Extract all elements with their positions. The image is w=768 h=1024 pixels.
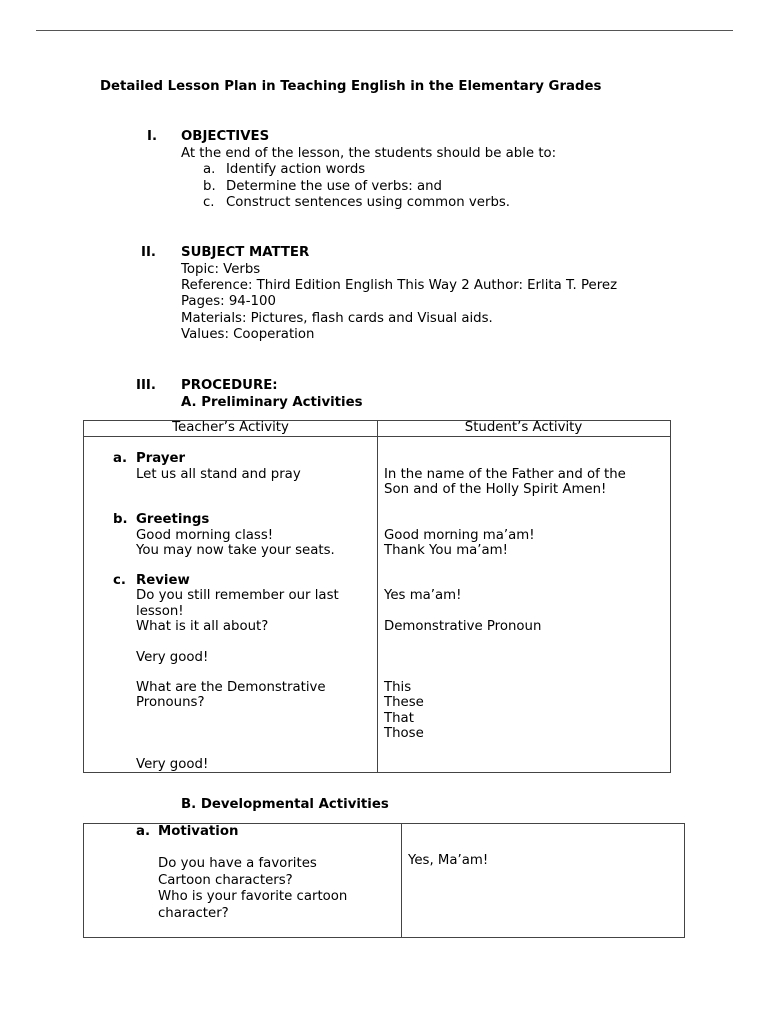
column-divider xyxy=(377,421,378,772)
motivation-teacher-text: Who is your favorite cartoon xyxy=(158,889,348,904)
review-student-text: Yes ma’am! xyxy=(384,588,462,603)
review-teacher-text: lesson! xyxy=(136,604,184,619)
procedure-numeral: III. xyxy=(136,378,156,393)
prayer-student-text: Son and of the Holly Spirit Amen! xyxy=(384,482,607,497)
greetings-teacher-text: You may now take your seats. xyxy=(136,543,335,558)
subject-values: Values: Cooperation xyxy=(181,327,315,342)
procedure-heading: PROCEDURE: xyxy=(181,378,278,393)
document-title: Detailed Lesson Plan in Teaching English in the Elementary Grades xyxy=(100,79,602,94)
review-student-text: These xyxy=(384,695,424,710)
review-teacher-text: Very good! xyxy=(136,650,209,665)
objectives-heading: OBJECTIVES xyxy=(181,129,270,144)
objective-item: Construct sentences using common verbs. xyxy=(226,195,511,210)
motivation-student-text: Yes, Ma’am! xyxy=(408,853,489,868)
objectives-numeral: I. xyxy=(147,129,157,144)
review-teacher-text: Do you still remember our last xyxy=(136,588,339,603)
review-teacher-text: What is it all about? xyxy=(136,619,269,634)
review-student-text: That xyxy=(384,711,414,726)
motivation-teacher-text: Cartoon characters? xyxy=(158,873,293,888)
header-divider xyxy=(84,436,670,437)
review-teacher-text: What are the Demonstrative xyxy=(136,680,326,695)
preliminary-activities-heading: A. Preliminary Activities xyxy=(181,395,363,410)
teacher-activity-header: Teacher’s Activity xyxy=(172,420,289,435)
review-teacher-text: Pronouns? xyxy=(136,695,205,710)
greetings-marker: b. xyxy=(113,512,128,527)
objective-item: Determine the use of verbs: and xyxy=(226,179,442,194)
review-student-text: Demonstrative Pronoun xyxy=(384,619,542,634)
prayer-student-text: In the name of the Father and of the xyxy=(384,467,626,482)
review-student-text: This xyxy=(384,680,412,695)
greetings-teacher-text: Good morning class! xyxy=(136,528,274,543)
prayer-marker: a. xyxy=(113,451,128,466)
prayer-teacher-text: Let us all stand and pray xyxy=(136,467,301,482)
subject-pages: Pages: 94-100 xyxy=(181,294,276,309)
greetings-title: Greetings xyxy=(136,512,210,527)
objective-marker: a. xyxy=(203,162,216,177)
greetings-student-text: Good morning ma’am! xyxy=(384,528,535,543)
review-title: Review xyxy=(136,573,190,588)
greetings-student-text: Thank You ma’am! xyxy=(384,543,508,558)
objectives-intro: At the end of the lesson, the students should be able to: xyxy=(181,146,557,161)
objective-marker: c. xyxy=(203,195,215,210)
developmental-activities-heading: B. Developmental Activities xyxy=(181,797,389,812)
subject-matter-heading: SUBJECT MATTER xyxy=(181,245,310,260)
subject-topic: Topic: Verbs xyxy=(181,262,261,277)
motivation-teacher-text: character? xyxy=(158,906,229,921)
review-student-text: Those xyxy=(384,726,424,741)
motivation-teacher-text: Do you have a favorites xyxy=(158,856,317,871)
student-activity-header: Student’s Activity xyxy=(464,420,583,435)
review-marker: c. xyxy=(113,573,126,588)
column-divider xyxy=(401,824,402,937)
objective-item: Identify action words xyxy=(226,162,366,177)
subject-reference: Reference: Third Edition English This Way 2 Author: Erlita T. Perez xyxy=(181,278,618,293)
subject-matter-numeral: II. xyxy=(141,245,156,260)
review-teacher-text: Very good! xyxy=(136,757,209,772)
subject-materials: Materials: Pictures, flash cards and Visual aids. xyxy=(181,311,493,326)
motivation-title: Motivation xyxy=(158,824,239,839)
objective-marker: b. xyxy=(203,179,216,194)
header-rule xyxy=(36,30,733,31)
prayer-title: Prayer xyxy=(136,451,186,466)
motivation-marker: a. xyxy=(136,824,151,839)
